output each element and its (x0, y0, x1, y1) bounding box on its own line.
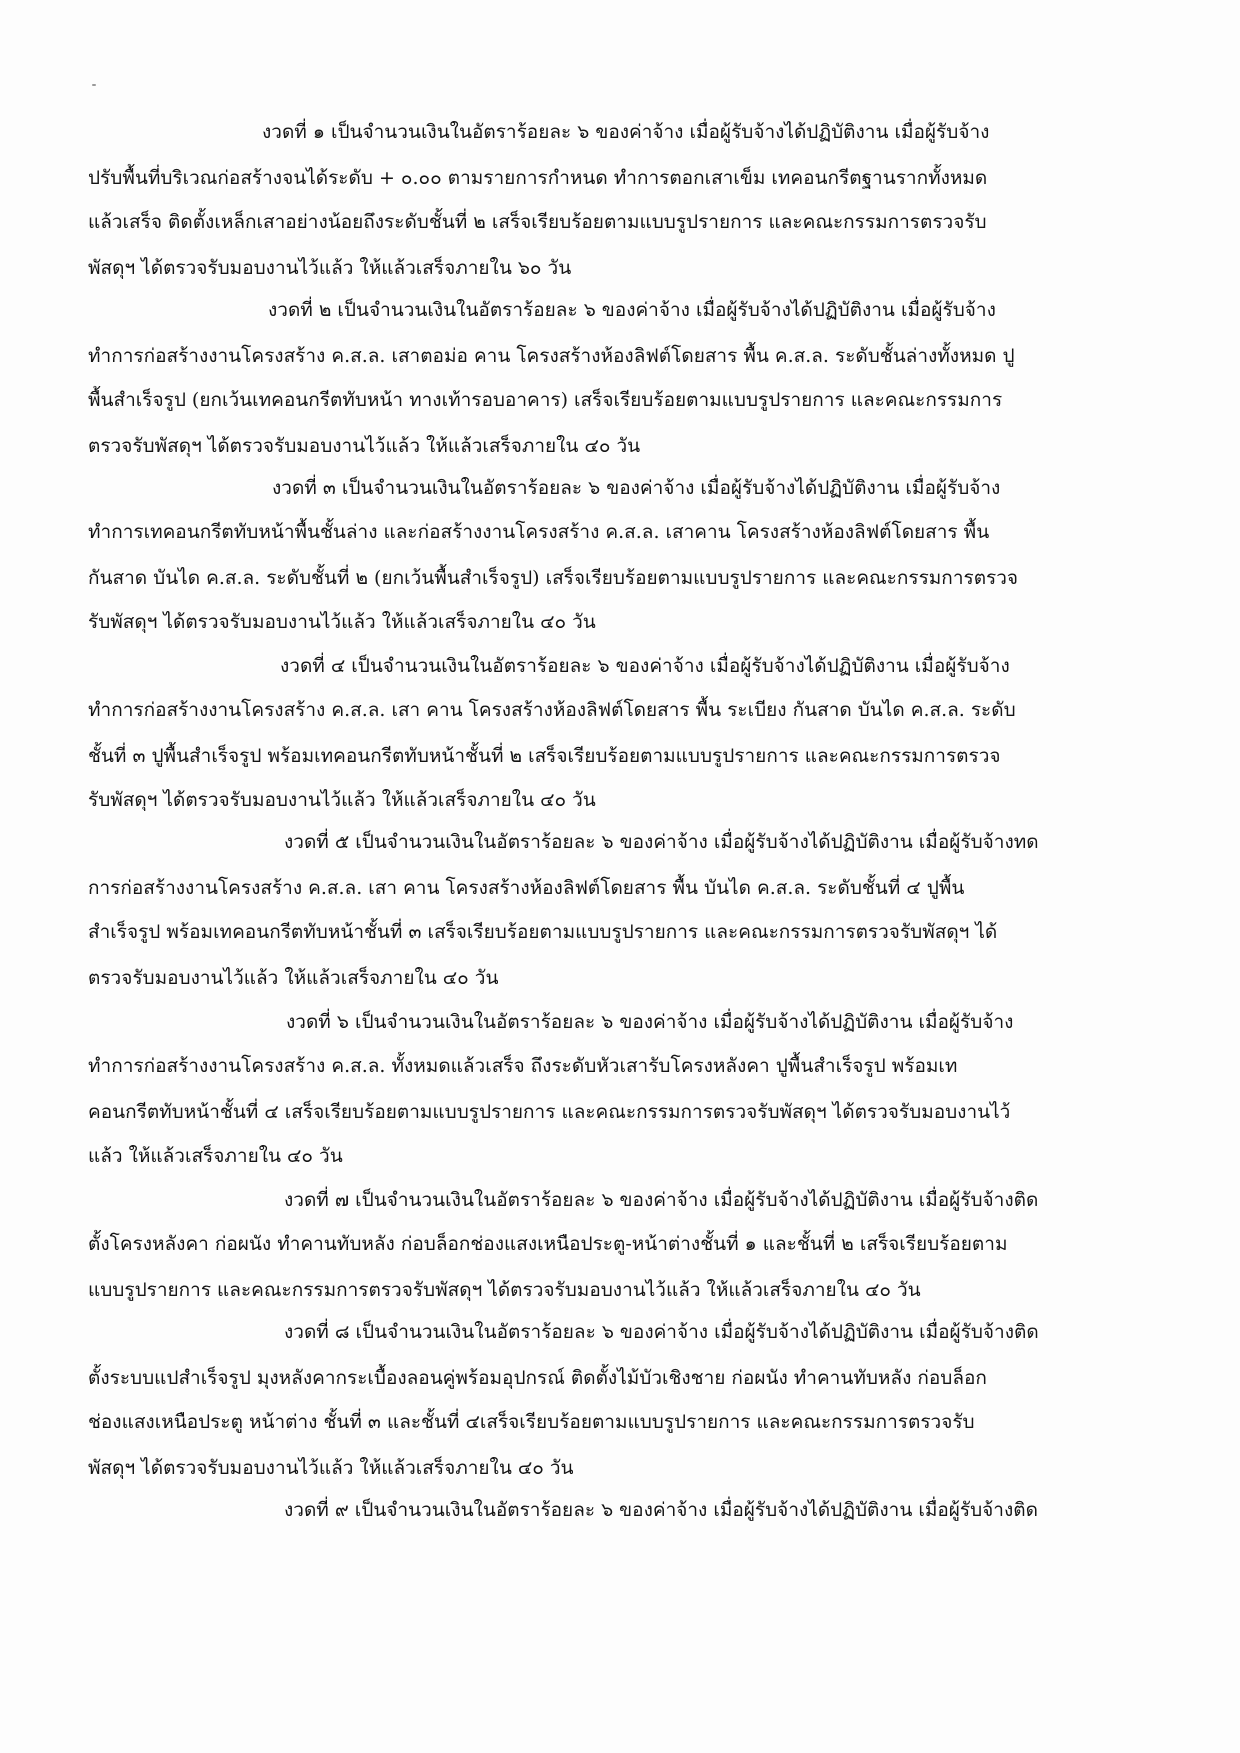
p9-line1: งวดที่ ๙ เป็นจำนวนเงินในอัตราร้อยละ ๖ ของค่าจ้าง เมื่อผู้รับจ้างได้ปฏิบัติงาน เมื่อผู้รับจ้างติด (284, 1499, 1038, 1521)
p7-line2: ตั้งโครงหลังคา ก่อผนัง ทำคานทับหลัง ก่อบล็อกช่องแสงเหนือประตู-หน้าต่างชั้นที่ ๑ และชั้นที่ ๒ เสร็จเรียบร้อยตาม (88, 1233, 1008, 1255)
p5-line2: การก่อสร้างงานโครงสร้าง ค.ส.ล. เสา คาน โครงสร้างห้องลิฟต์โดยสาร พื้น บันได ค.ส.ล. ระดับชั้นที่ ๔ ปูพื้น (88, 877, 965, 899)
p7-line1: งวดที่ ๗ เป็นจำนวนเงินในอัตราร้อยละ ๖ ของค่าจ้าง เมื่อผู้รับจ้างได้ปฏิบัติงาน เมื่อผู้รับจ้างติด (284, 1189, 1039, 1211)
scan-speck (92, 84, 96, 86)
p8-line4: พัสดุฯ ได้ตรวจรับมอบงานไว้แล้ว ให้แล้วเสร็จภายใน ๔๐ วัน (88, 1457, 574, 1479)
p8-line2: ตั้งระบบแปสำเร็จรูป มุงหลังคากระเบื้องลอนคู่พร้อมอุปกรณ์ ติดตั้งไม้บัวเชิงชาย ก่อผนัง ทำคานทับหลัง ก่อบล็อก (88, 1367, 987, 1389)
p5-line3: สำเร็จรูป พร้อมเทคอนกรีตทับหน้าชั้นที่ ๓ เสร็จเรียบร้อยตามแบบรูปรายการ และคณะกรรมการตรวจรับพัสดุฯ ได้ (88, 921, 998, 943)
p4-line2: ทำการก่อสร้างงานโครงสร้าง ค.ส.ล. เสา คาน โครงสร้างห้องลิฟต์โดยสาร พื้น ระเบียง กันสาด บันได ค.ส.ล. ระดับ (88, 699, 1016, 721)
p2-line3: พื้นสำเร็จรูป (ยกเว้นเทคอนกรีตทับหน้า ทางเท้ารอบอาคาร) เสร็จเรียบร้อยตามแบบรูปรายการ และคณะกรรมการ (88, 389, 1003, 411)
p7-line3: แบบรูปรายการ และคณะกรรมการตรวจรับพัสดุฯ ได้ตรวจรับมอบงานไว้แล้ว ให้แล้วเสร็จภายใน ๔๐ วัน (88, 1279, 921, 1301)
p2-line2: ทำการก่อสร้างงานโครงสร้าง ค.ส.ล. เสาตอม่อ คาน โครงสร้างห้องลิฟต์โดยสาร พื้น ค.ส.ล. ระดับชั้นล่างทั้งหมด ปู (88, 345, 1015, 367)
p3-line4: รับพัสดุฯ ได้ตรวจรับมอบงานไว้แล้ว ให้แล้วเสร็จภายใน ๔๐ วัน (88, 611, 596, 633)
p8-line3: ช่องแสงเหนือประตู หน้าต่าง ชั้นที่ ๓ และชั้นที่ ๔เสร็จเรียบร้อยตามแบบรูปรายการ และคณะกรรมการตรวจรับ (88, 1411, 975, 1433)
p4-line1: งวดที่ ๔ เป็นจำนวนเงินในอัตราร้อยละ ๖ ของค่าจ้าง เมื่อผู้รับจ้างได้ปฏิบัติงาน เมื่อผู้รับจ้าง (280, 655, 1010, 677)
p1-line3: แล้วเสร็จ ติดตั้งเหล็กเสาอย่างน้อยถึงระดับชั้นที่ ๒ เสร็จเรียบร้อยตามแบบรูปรายการ และคณะกรรมการตรวจรับ (88, 211, 987, 233)
p6-line2: ทำการก่อสร้างงานโครงสร้าง ค.ส.ล. ทั้งหมดแล้วเสร็จ ถึงระดับหัวเสารับโครงหลังคา ปูพื้นสำเร็จรูป พร้อมเท (88, 1055, 958, 1077)
p5-line4: ตรวจรับมอบงานไว้แล้ว ให้แล้วเสร็จภายใน ๔๐ วัน (88, 967, 499, 989)
p2-line4: ตรวจรับพัสดุฯ ได้ตรวจรับมอบงานไว้แล้ว ให้แล้วเสร็จภายใน ๔๐ วัน (88, 435, 641, 457)
p1-line1: งวดที่ ๑ เป็นจำนวนเงินในอัตราร้อยละ ๖ ของค่าจ้าง เมื่อผู้รับจ้างได้ปฏิบัติงาน เมื่อผู้รับจ้าง (262, 121, 990, 143)
p3-line2: ทำการเทคอนกรีตทับหน้าพื้นชั้นล่าง และก่อสร้างงานโครงสร้าง ค.ส.ล. เสาคาน โครงสร้างห้องลิฟต์โดยสาร พื้น (88, 521, 990, 543)
p6-line3: คอนกรีตทับหน้าชั้นที่ ๔ เสร็จเรียบร้อยตามแบบรูปรายการ และคณะกรรมการตรวจรับพัสดุฯ ได้ตรวจรับมอบงานไว้ (88, 1101, 1011, 1123)
p3-line1: งวดที่ ๓ เป็นจำนวนเงินในอัตราร้อยละ ๖ ของค่าจ้าง เมื่อผู้รับจ้างได้ปฏิบัติงาน เมื่อผู้รับจ้าง (272, 477, 1001, 499)
p1-line2: ปรับพื้นที่บริเวณก่อสร้างจนได้ระดับ + ๐.๐๐ ตามรายการกำหนด ทำการตอกเสาเข็ม เทคอนกรีตฐานรากทั้งหมด (88, 167, 988, 189)
p6-line4: แล้ว ให้แล้วเสร็จภายใน ๔๐ วัน (88, 1145, 343, 1167)
p1-line4: พัสดุฯ ได้ตรวจรับมอบงานไว้แล้ว ให้แล้วเสร็จภายใน ๖๐ วัน (88, 257, 572, 279)
p5-line1: งวดที่ ๕ เป็นจำนวนเงินในอัตราร้อยละ ๖ ของค่าจ้าง เมื่อผู้รับจ้างได้ปฏิบัติงาน เมื่อผู้รับจ้างทด (284, 831, 1039, 853)
p2-line1: งวดที่ ๒ เป็นจำนวนเงินในอัตราร้อยละ ๖ ของค่าจ้าง เมื่อผู้รับจ้างได้ปฏิบัติงาน เมื่อผู้รับจ้าง (268, 299, 996, 321)
p4-line4: รับพัสดุฯ ได้ตรวจรับมอบงานไว้แล้ว ให้แล้วเสร็จภายใน ๔๐ วัน (88, 789, 596, 811)
p6-line1: งวดที่ ๖ เป็นจำนวนเงินในอัตราร้อยละ ๖ ของค่าจ้าง เมื่อผู้รับจ้างได้ปฏิบัติงาน เมื่อผู้รับจ้าง (286, 1011, 1014, 1033)
p3-line3: กันสาด บันได ค.ส.ล. ระดับชั้นที่ ๒ (ยกเว้นพื้นสำเร็จรูป) เสร็จเรียบร้อยตามแบบรูปรายการ และคณะกรรมการตรวจ (88, 567, 1019, 589)
p8-line1: งวดที่ ๘ เป็นจำนวนเงินในอัตราร้อยละ ๖ ของค่าจ้าง เมื่อผู้รับจ้างได้ปฏิบัติงาน เมื่อผู้รับจ้างติด (284, 1321, 1039, 1343)
p4-line3: ชั้นที่ ๓ ปูพื้นสำเร็จรูป พร้อมเทคอนกรีตทับหน้าชั้นที่ ๒ เสร็จเรียบร้อยตามแบบรูปรายการ และคณะกรรมการตรวจ (88, 745, 1001, 767)
